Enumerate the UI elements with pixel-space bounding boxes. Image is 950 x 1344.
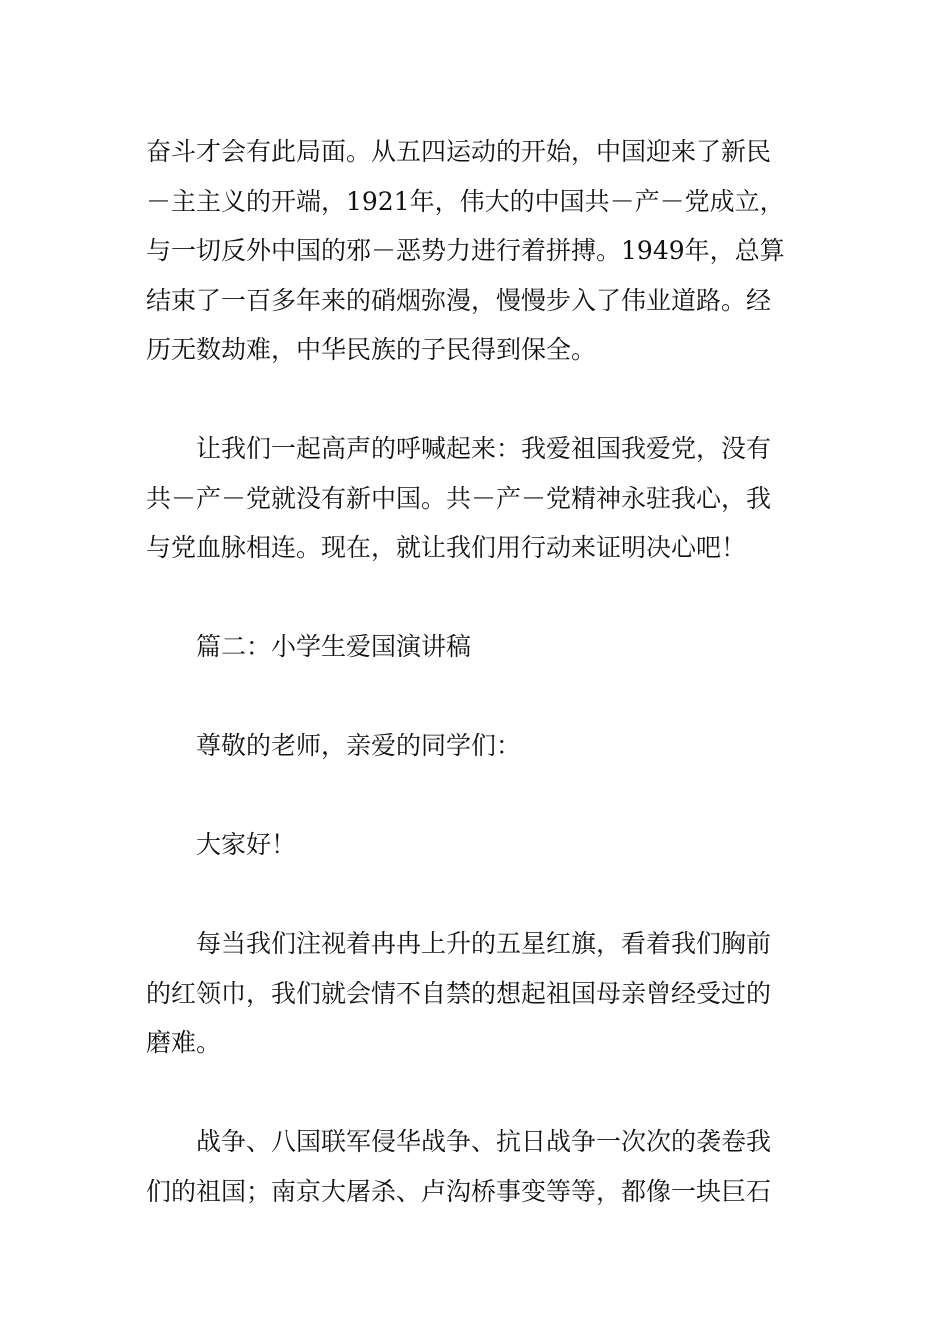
text-line: 奋斗才会有此局面。从五四运动的开始，中国迎来了新民 bbox=[146, 137, 772, 166]
section-heading bbox=[146, 622, 806, 672]
text-line: 结束了一百多年来的硝烟弥漫，慢慢步入了伟业道路。经 bbox=[146, 285, 772, 315]
paragraph-history bbox=[146, 127, 806, 375]
paragraph-call bbox=[146, 424, 806, 573]
text-line: －主主义的开端，1921年，伟大的中国共－产－党成立， bbox=[146, 186, 785, 216]
text-line: 们的祖国；南京大屠杀、卢沟桥事变等等，都像一块巨石 bbox=[146, 1176, 772, 1206]
paragraph-war bbox=[146, 1117, 806, 1216]
paragraph-flag bbox=[146, 919, 806, 1068]
text-line: 的红领巾，我们就会情不自禁的想起祖国母亲曾经受过的 bbox=[146, 978, 772, 1008]
document-body bbox=[146, 127, 806, 1216]
greeting bbox=[146, 820, 806, 870]
salutation bbox=[146, 721, 806, 771]
text-line: 与党血脉相连。现在，就让我们用行动来证明决心吧！ bbox=[146, 533, 747, 562]
text-line: 历无数劫难，中华民族的子民得到保全。 bbox=[146, 335, 597, 364]
text-line: 让我们一起高声的呼喊起来：我爱祖国我爱党，没有 bbox=[196, 434, 772, 463]
text-line: 共－产－党就没有新中国。共－产－党精神永驻我心，我 bbox=[146, 483, 772, 513]
text-line: 每当我们注视着冉冉上升的五星红旗，看着我们胸前 bbox=[196, 929, 772, 958]
text-line: 尊敬的老师，亲爱的同学们： bbox=[196, 731, 522, 760]
text-line: 战争、八国联军侵华战争、抗日战争一次次的袭卷我 bbox=[196, 1127, 772, 1156]
text-line: 磨难。 bbox=[146, 1028, 222, 1057]
text-line: 与一切反外中国的邪－恶势力进行着拼搏。1949年，总算 bbox=[146, 236, 785, 265]
text-line: 篇二：小学生爱国演讲稿 bbox=[196, 632, 472, 661]
text-line: 大家好！ bbox=[196, 830, 297, 859]
